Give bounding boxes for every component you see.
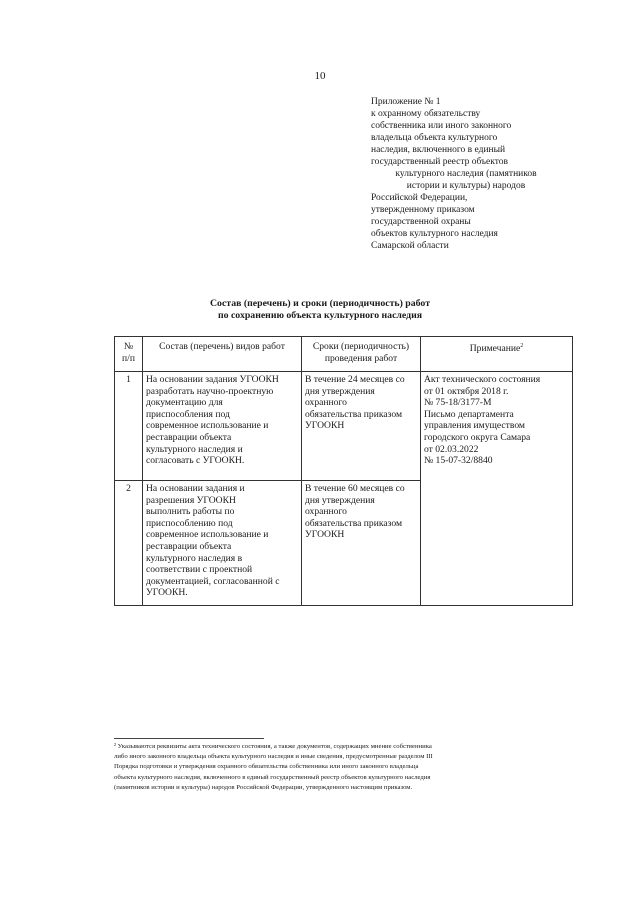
appendix-line: государственный реестр объектов [371,157,508,167]
term-line: В течение 60 месяцев со [305,483,405,494]
appendix-line: Приложение № 1 [371,97,441,107]
header-work [143,337,302,372]
appendix-line: наследия, включенного в единый [371,145,506,155]
table-row [115,372,573,481]
note-line: от 01 октября 2018 г. [424,385,509,397]
work-line: приспособлению под [146,517,233,529]
note-line: Письмо департамента [424,408,514,420]
work-line: приспособления под [146,408,230,420]
term-line: обязательства приказом [305,408,403,420]
work-line: реставрации объекта [146,540,232,552]
work-line: согласовать с УГООКН. [146,455,245,467]
page-number: 10 [314,70,326,82]
title-line: по сохранению объекта культурного наследия [217,310,423,321]
work-line: На основании задания и [146,483,245,494]
work-line: УГООКН. [146,587,188,599]
work-line: разрешения УГООКН [146,494,236,506]
work-line: соответствии с проектной [146,564,253,576]
footnote-divider [114,738,264,739]
appendix-line: государственной охраны [371,217,471,227]
note-line: управления имуществом [424,420,526,432]
row-work-cell [143,372,302,481]
work-line: современное использование и [146,529,269,541]
term-line: дня утверждения [305,494,375,506]
header-work-label: Состав (перечень) видов работ [159,341,285,352]
appendix-line: истории и культуры) народов [406,181,526,191]
note-cell [421,372,573,606]
work-line: современное использование и [146,420,269,432]
work-line: разработать научно-проектную [146,385,274,397]
footnote-line: (памятников истории и культуры) народов Российской Федерации, утвержденного настоящим приказом. [114,783,413,791]
header-term-line: проведения работ [324,352,398,364]
work-line: документацию для [146,397,223,409]
row-work-cell [143,481,302,606]
footnote-line: объекта культурного наследия, включенного в единый государственный реестр объектов культурного наследия [114,773,431,781]
appendix-line: объектов культурного наследия [371,229,498,239]
row-term-cell [302,481,421,606]
row-num: 1 [115,372,143,481]
works-table [114,336,573,606]
footnote [114,742,556,793]
header-num-line: п/п [122,352,135,364]
appendix-line: утвержденному приказом [371,205,475,215]
term-line: охранного [305,397,347,409]
term-line: УГООКН [305,420,345,432]
note-line: № 15-07-32/8840 [424,455,493,467]
appendix-line: к охранному обязательству [371,109,481,119]
appendix-block [371,96,561,252]
header-num-line: № [123,341,134,352]
table-header-row [115,337,573,372]
header-term-line: Сроки (периодичность) [312,341,410,352]
appendix-line: собственника или иного законного [371,121,512,131]
term-line: обязательства приказом [305,517,403,529]
work-line: выполнить работы по [146,506,235,518]
header-term [302,337,421,372]
note-line: № 75-18/3177-М [424,397,492,409]
work-line: реставрации объекта [146,431,232,443]
appendix-line: Самарской области [371,241,449,251]
footnote-line: ² Указываются реквизиты акта технического состояния, а также документов, содержащих мнение собственника [114,743,432,750]
footnote-line: Порядка подготовки и утверждения охранного обязательства собственника или иного законного владельца [114,763,419,771]
term-line: В течение 24 месяцев со [305,374,405,385]
work-line: культурного наследия и [146,443,243,455]
note-line: городского округа Самара [424,431,531,443]
work-line: На основании задания УГООКН [146,374,279,385]
document-title [0,298,640,322]
note-line: Акт технического состояния [424,374,541,385]
footnote-marker: 2 [520,343,524,349]
note-line: от 02.03.2022 [424,443,479,455]
row-num: 2 [115,481,143,606]
header-num [115,337,143,372]
appendix-line: владельца объекта культурного [371,133,498,143]
work-line: документацией, согласованной с [146,575,280,587]
appendix-line: культурного наследия (памятников [395,169,537,179]
appendix-line: Российской Федерации, [371,193,468,203]
header-note-label: Примечание [469,343,521,355]
work-line: культурного наследия в [146,552,243,564]
term-line: дня утверждения [305,385,375,397]
term-line: охранного [305,506,347,518]
footnote-line: либо иного законного владельца объекта культурного наследия и иные сведения, предусмотренные разделом III [114,753,433,761]
header-note [421,337,573,372]
title-line: Состав (перечень) и сроки (периодичность) работ [209,298,431,309]
row-term-cell [302,372,421,481]
term-line: УГООКН [305,529,345,541]
